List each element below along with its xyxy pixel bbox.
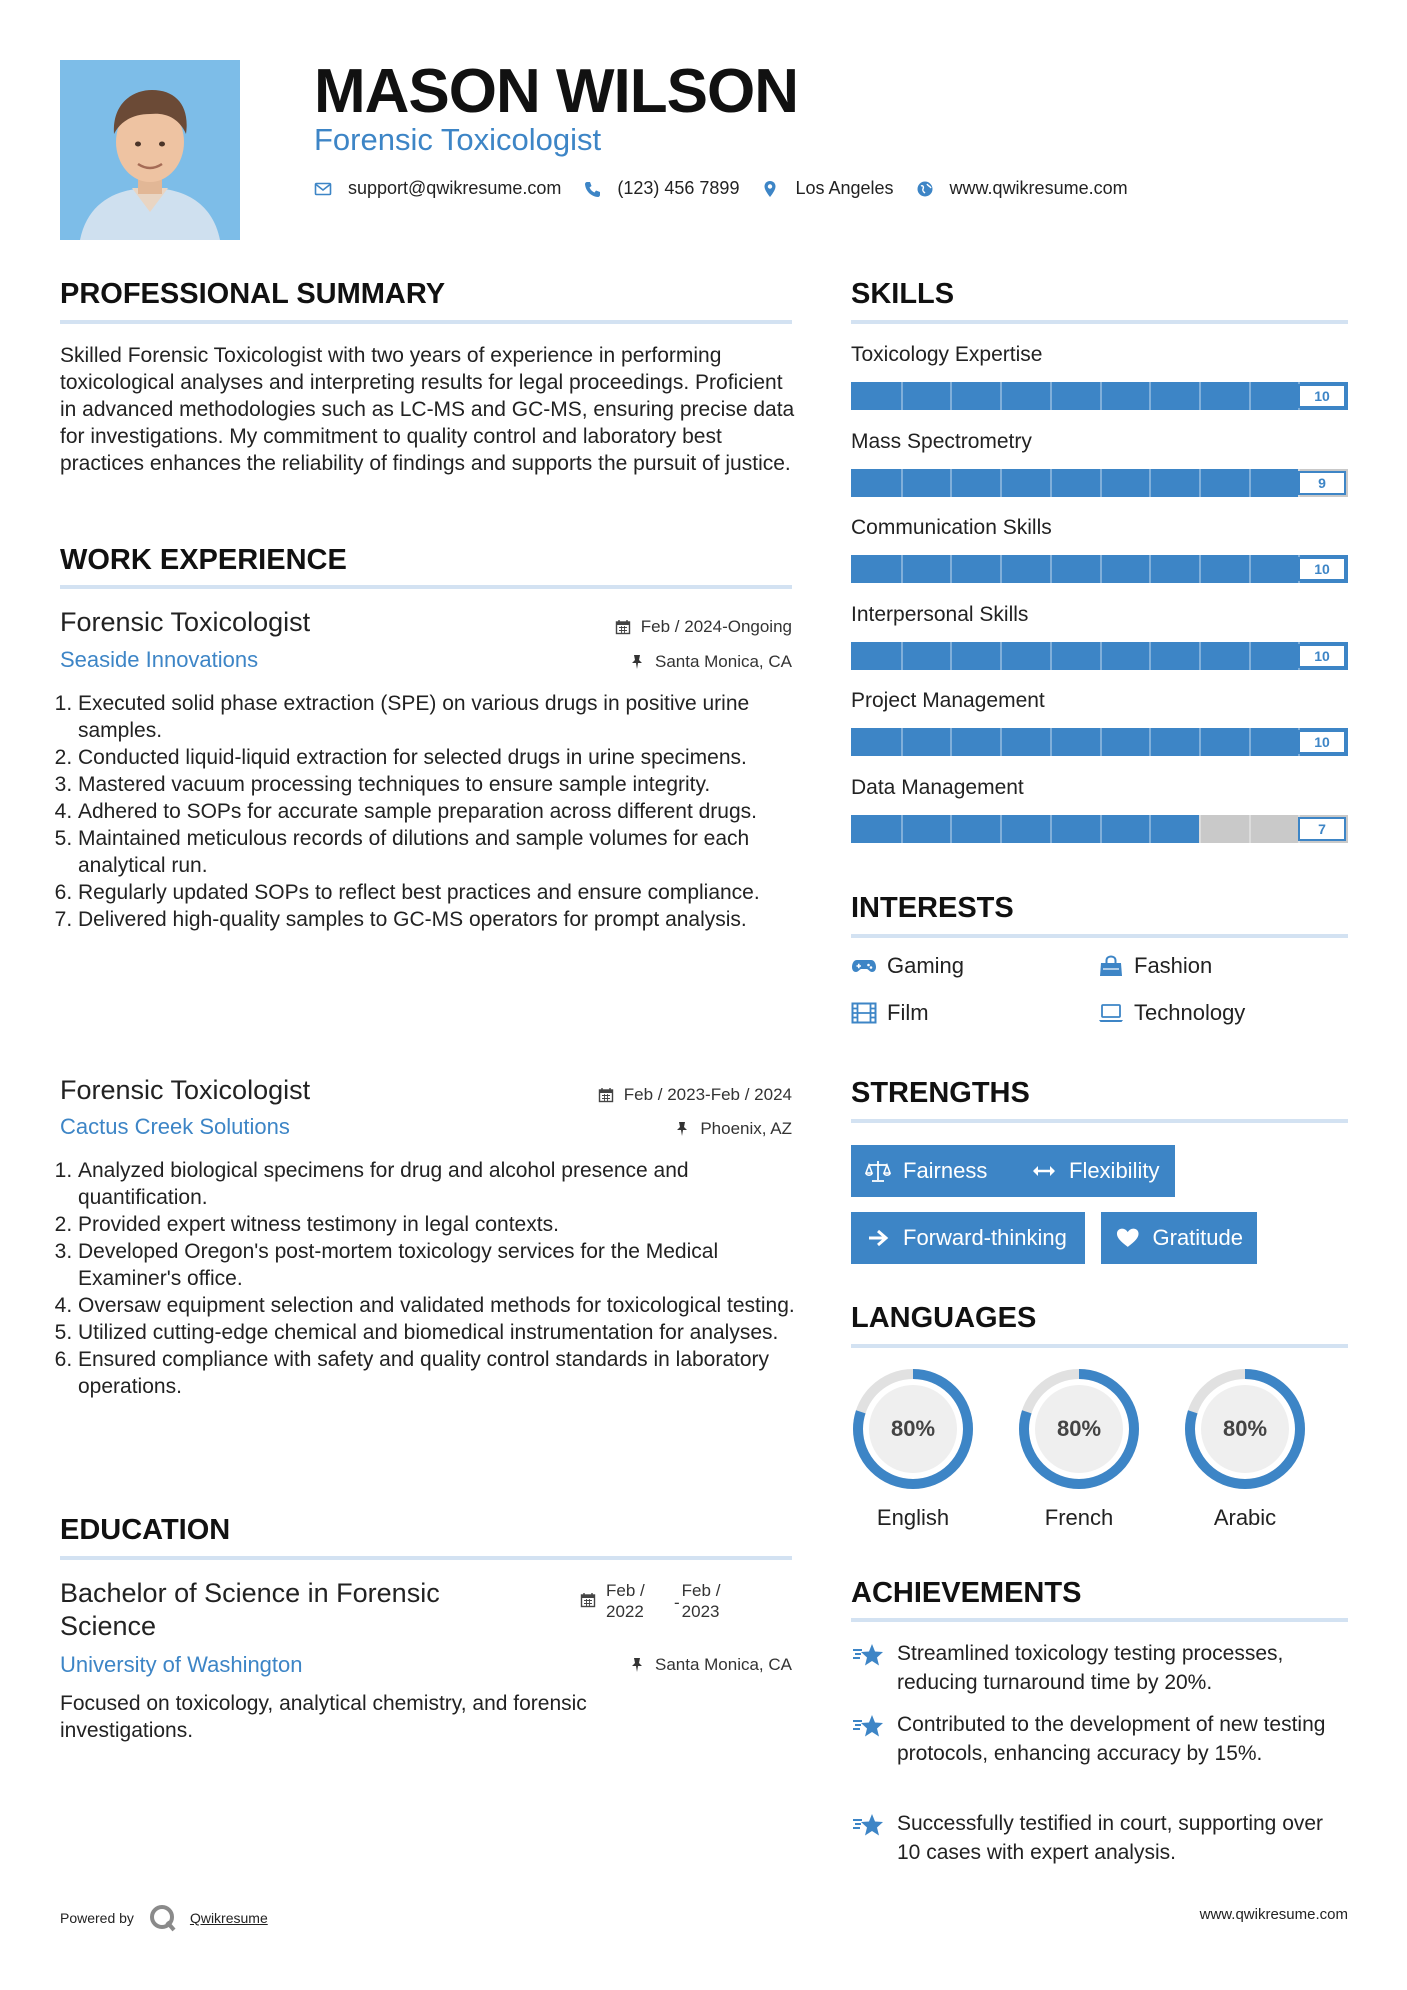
skill-bar-segment bbox=[1050, 815, 1052, 843]
skill-bar-segment bbox=[1199, 815, 1201, 843]
skill-bar-segment bbox=[950, 469, 952, 497]
job-date-text: Feb / 2023-Feb / 2024 bbox=[623, 1085, 792, 1104]
skill-bar-segment bbox=[1100, 642, 1102, 670]
candidate-name: MASON WILSON bbox=[314, 57, 798, 126]
list-item: 2. Conducted liquid-liquid extraction for selected drugs in urine specimens. bbox=[78, 744, 818, 771]
pushpin-icon bbox=[674, 1121, 690, 1137]
skill-bar bbox=[851, 555, 1348, 583]
school-name: University of Washington bbox=[60, 1652, 303, 1677]
list-item: 3. Developed Oregon's post-mortem toxicology services for the Medical Examiner's office. bbox=[78, 1238, 818, 1292]
list-item: 1. Executed solid phase extraction (SPE) on various drugs in positive urine samples. bbox=[78, 690, 818, 744]
skill-bar-segment bbox=[1149, 642, 1151, 670]
shopping-bag-icon bbox=[1098, 955, 1124, 977]
envelope-icon bbox=[314, 180, 332, 198]
skill-level-badge: 7 bbox=[1298, 817, 1346, 841]
company-name: Cactus Creek Solutions bbox=[60, 1114, 290, 1139]
interest-technology bbox=[1098, 1000, 1245, 1026]
interest-label: Technology bbox=[1134, 1000, 1246, 1025]
job-location bbox=[674, 1119, 792, 1139]
achievement-text: Contributed to the development of new testing protocols, enhancing accuracy by 15%. bbox=[897, 1713, 1326, 1765]
skill-name: Data Management bbox=[851, 775, 1024, 799]
summary-text: Skilled Forensic Toxicologist with two years of experience in performing toxicological analyses and interpreting results for legal proceedings. Proficient in advanced methodologies such as LC-MS and GC-MS, ensuring precise data for investigations. My commitment to quality control and laboratory best practices enhances the reliability of findings and supports the pursuit of justice. bbox=[60, 344, 795, 475]
laptop-icon bbox=[1098, 1002, 1124, 1024]
strengths-heading: STRENGTHS bbox=[851, 1077, 1030, 1109]
contact-website[interactable] bbox=[916, 178, 1128, 199]
list-item: 2. Provided expert witness testimony in legal contexts. bbox=[78, 1211, 818, 1238]
powered-by-text: Powered by bbox=[60, 1910, 134, 1926]
job-date-text: Feb / 2024-Ongoing bbox=[640, 617, 792, 636]
skill-bar-segment bbox=[1249, 382, 1251, 410]
language-percent: 80% bbox=[1222, 1416, 1268, 1441]
list-item: 5. Utilized cutting-edge chemical and biomedical instrumentation for analyses. bbox=[78, 1319, 818, 1346]
globe-icon bbox=[916, 180, 934, 198]
list-item: 7. Delivered high-quality samples to GC-MS operators for prompt analysis. bbox=[78, 906, 818, 933]
person-avatar-icon bbox=[60, 60, 240, 240]
skill-bar-segment bbox=[1000, 815, 1002, 843]
strength-fairness bbox=[851, 1145, 1017, 1197]
pushpin-icon bbox=[629, 1657, 645, 1673]
job-date bbox=[598, 1085, 792, 1105]
skill-bar-segment bbox=[1050, 469, 1052, 497]
balance-scale-icon bbox=[865, 1159, 891, 1183]
skill-bar-segment bbox=[1000, 728, 1002, 756]
language-ring bbox=[1183, 1367, 1307, 1491]
skill-bar-segment bbox=[1100, 469, 1102, 497]
skill-bar-segment bbox=[950, 642, 952, 670]
skill-bar-fill bbox=[851, 815, 1199, 843]
skill-bar-segment bbox=[950, 815, 952, 843]
job-location-text: Phoenix, AZ bbox=[700, 1119, 792, 1138]
strength-forward-thinking bbox=[851, 1212, 1085, 1264]
gamepad-icon bbox=[851, 955, 877, 977]
skill-bar-segment bbox=[1100, 815, 1102, 843]
job-bullets bbox=[60, 690, 818, 933]
skill-bar bbox=[851, 815, 1348, 843]
pushpin-icon bbox=[629, 654, 645, 670]
list-item: 4. Adhered to SOPs for accurate sample preparation across different drugs. bbox=[78, 798, 818, 825]
job-location-text: Santa Monica, CA bbox=[654, 652, 792, 671]
interests-divider bbox=[851, 934, 1348, 938]
list-item: 4. Oversaw equipment selection and validated methods for toxicological testing. bbox=[78, 1292, 818, 1319]
star-award-icon bbox=[851, 1811, 885, 1841]
skill-level-badge: 10 bbox=[1298, 384, 1346, 408]
skill-bar-segment bbox=[1249, 642, 1251, 670]
language-percent: 80% bbox=[1056, 1416, 1102, 1441]
company-name: Seaside Innovations bbox=[60, 647, 259, 672]
strength-gratitude bbox=[1101, 1212, 1257, 1264]
skill-bar bbox=[851, 728, 1348, 756]
skill-bar-segment bbox=[1149, 815, 1151, 843]
skill-bar-fill bbox=[851, 469, 1298, 497]
skill-bar-segment bbox=[901, 728, 903, 756]
profile-photo bbox=[60, 60, 240, 240]
contact-website-text: www.qwikresume.com bbox=[949, 178, 1128, 198]
star-award-icon bbox=[851, 1641, 885, 1671]
strength-label: Flexibility bbox=[1069, 1158, 1160, 1183]
qwikresume-logo-icon bbox=[148, 1903, 178, 1933]
footer-website[interactable]: www.qwikresume.com bbox=[1199, 1906, 1348, 1923]
skill-bar-segment bbox=[901, 469, 903, 497]
languages-divider bbox=[851, 1344, 1348, 1348]
education-date-end: Feb / 2023 bbox=[681, 1581, 721, 1621]
skill-bar bbox=[851, 382, 1348, 410]
skills-heading: SKILLS bbox=[851, 278, 955, 310]
skill-bar-segment bbox=[950, 555, 952, 583]
skill-bar-segment bbox=[1249, 815, 1251, 843]
education-location bbox=[629, 1655, 792, 1675]
list-item: 1. Analyzed biological specimens for drug and alcohol presence and quantification. bbox=[78, 1157, 818, 1211]
skill-bar-segment bbox=[1199, 469, 1201, 497]
education-divider bbox=[60, 1556, 792, 1560]
skill-bar-segment bbox=[1249, 728, 1251, 756]
footer-powered-by bbox=[60, 1903, 268, 1933]
interest-label: Fashion bbox=[1134, 953, 1213, 978]
strength-label: Forward-thinking bbox=[903, 1225, 1067, 1250]
heart-icon bbox=[1115, 1226, 1141, 1250]
language-name: English bbox=[876, 1505, 950, 1530]
achievement-item bbox=[851, 1809, 1351, 1867]
skill-bar-segment bbox=[1199, 555, 1201, 583]
skill-level-badge: 10 bbox=[1298, 644, 1346, 668]
strengths-divider bbox=[851, 1119, 1348, 1123]
skill-bar-segment bbox=[1149, 382, 1151, 410]
phone-icon bbox=[583, 180, 601, 198]
skill-bar-segment bbox=[1149, 469, 1151, 497]
achievement-item bbox=[851, 1639, 1351, 1697]
calendar-icon bbox=[580, 1592, 596, 1608]
language-ring bbox=[851, 1367, 975, 1491]
skill-level-badge: 10 bbox=[1298, 730, 1346, 754]
interest-fashion bbox=[1098, 953, 1212, 979]
contact-bar bbox=[314, 178, 1150, 199]
list-item: 5. Maintained meticulous records of dilutions and sample volumes for each analytical run. bbox=[78, 825, 818, 879]
skill-level-badge: 10 bbox=[1298, 557, 1346, 581]
skill-name: Interpersonal Skills bbox=[851, 602, 1029, 626]
skill-bar-segment bbox=[950, 728, 952, 756]
calendar-icon bbox=[598, 1087, 614, 1103]
list-item: 3. Mastered vacuum processing techniques to ensure sample integrity. bbox=[78, 771, 818, 798]
skill-bar-segment bbox=[1000, 469, 1002, 497]
strength-label: Gratitude bbox=[1152, 1225, 1243, 1250]
job-date bbox=[615, 617, 792, 637]
skill-bar-segment bbox=[1050, 642, 1052, 670]
skill-name: Mass Spectrometry bbox=[851, 429, 1032, 453]
skill-bar bbox=[851, 469, 1348, 497]
education-date bbox=[580, 1580, 738, 1622]
skill-name: Communication Skills bbox=[851, 516, 1052, 539]
contact-email[interactable] bbox=[314, 178, 561, 199]
interests-heading: INTERESTS bbox=[851, 892, 1014, 924]
education-date-start: Feb / 2022 bbox=[606, 1581, 645, 1621]
calendar-icon bbox=[615, 619, 631, 635]
achievements-divider bbox=[851, 1618, 1348, 1622]
contact-phone[interactable] bbox=[583, 178, 739, 199]
skill-bar-segment bbox=[1000, 555, 1002, 583]
skill-bar-segment bbox=[1050, 382, 1052, 410]
job-location bbox=[629, 652, 792, 672]
skill-bar-segment bbox=[1249, 555, 1251, 583]
summary-divider bbox=[60, 320, 792, 324]
skill-bar-segment bbox=[1050, 555, 1052, 583]
strength-flexibility bbox=[1017, 1145, 1175, 1197]
skill-bar-segment bbox=[1199, 728, 1201, 756]
experience-heading: WORK EXPERIENCE bbox=[60, 544, 347, 576]
skill-bar-segment bbox=[901, 555, 903, 583]
education-heading: EDUCATION bbox=[60, 1514, 231, 1546]
summary-heading: PROFESSIONAL SUMMARY bbox=[60, 278, 446, 310]
arrows-horizontal-icon bbox=[1031, 1159, 1057, 1183]
interest-label: Gaming bbox=[887, 953, 965, 978]
skill-name: Toxicology Expertise bbox=[851, 343, 1043, 366]
candidate-title: Forensic Toxicologist bbox=[314, 122, 602, 157]
skill-bar-segment bbox=[901, 382, 903, 410]
job-title: Forensic Toxicologist bbox=[60, 607, 311, 637]
skill-bar-segment bbox=[1100, 382, 1102, 410]
contact-location bbox=[761, 178, 893, 199]
language-ring bbox=[1017, 1367, 1141, 1491]
language-percent: 80% bbox=[890, 1416, 936, 1441]
list-item: 6. Regularly updated SOPs to reflect best practices and ensure compliance. bbox=[78, 879, 818, 906]
skill-name: Project Management bbox=[851, 689, 1045, 712]
skill-bar-segment bbox=[1100, 555, 1102, 583]
arrow-right-icon bbox=[865, 1226, 891, 1250]
education-description: Focused on toxicology, analytical chemistry, and forensic investigations. bbox=[60, 1692, 587, 1742]
skill-bar-segment bbox=[1199, 382, 1201, 410]
contact-email-text: support@qwikresume.com bbox=[348, 178, 562, 198]
achievement-text: Streamlined toxicology testing processes, reducing turnaround time by 20%. bbox=[897, 1642, 1284, 1694]
film-icon bbox=[851, 1002, 877, 1024]
skill-bar-segment bbox=[1050, 728, 1052, 756]
skill-bar-segment bbox=[1100, 728, 1102, 756]
skill-bar-segment bbox=[1199, 642, 1201, 670]
interest-film bbox=[851, 1000, 929, 1026]
language-item bbox=[1183, 1367, 1307, 1531]
skill-bar-segment bbox=[901, 642, 903, 670]
skill-bar-segment bbox=[1149, 555, 1151, 583]
language-name: French bbox=[1044, 1505, 1114, 1530]
education-location-text: Santa Monica, CA bbox=[654, 1655, 792, 1674]
skill-bar-segment bbox=[1149, 728, 1151, 756]
language-item bbox=[1017, 1367, 1141, 1531]
skills-divider bbox=[851, 320, 1348, 324]
degree-title: Bachelor of Science in Forensic Science bbox=[60, 1578, 440, 1641]
skill-bar-segment bbox=[950, 382, 952, 410]
language-name: Arabic bbox=[1213, 1505, 1277, 1530]
contact-location-text: Los Angeles bbox=[795, 178, 894, 198]
interest-gaming bbox=[851, 953, 964, 979]
brand-link[interactable]: Qwikresume bbox=[189, 1910, 268, 1926]
skill-bar bbox=[851, 642, 1348, 670]
job-bullets bbox=[60, 1157, 818, 1400]
languages-heading: LANGUAGES bbox=[851, 1302, 1037, 1334]
list-item: 6. Ensured compliance with safety and quality control standards in laboratory operations. bbox=[78, 1346, 818, 1400]
star-award-icon bbox=[851, 1712, 885, 1742]
map-marker-icon bbox=[761, 180, 779, 198]
contact-phone-text: (123) 456 7899 bbox=[617, 178, 740, 198]
achievements-heading: ACHIEVEMENTS bbox=[851, 1577, 1082, 1609]
skill-level-badge: 9 bbox=[1298, 471, 1346, 495]
skill-bar-segment bbox=[1249, 469, 1251, 497]
strength-label: Fairness bbox=[903, 1158, 988, 1183]
experience-divider bbox=[60, 585, 792, 589]
education-date-separator: - bbox=[674, 1593, 680, 1612]
language-item bbox=[851, 1367, 975, 1531]
interest-label: Film bbox=[887, 1000, 929, 1025]
job-title: Forensic Toxicologist bbox=[60, 1075, 311, 1105]
achievement-item bbox=[851, 1710, 1351, 1768]
skill-bar-segment bbox=[1000, 382, 1002, 410]
achievement-text: Successfully testified in court, supporting over 10 cases with expert analysis. bbox=[897, 1812, 1324, 1864]
skill-bar-segment bbox=[901, 815, 903, 843]
skill-bar-segment bbox=[1000, 642, 1002, 670]
